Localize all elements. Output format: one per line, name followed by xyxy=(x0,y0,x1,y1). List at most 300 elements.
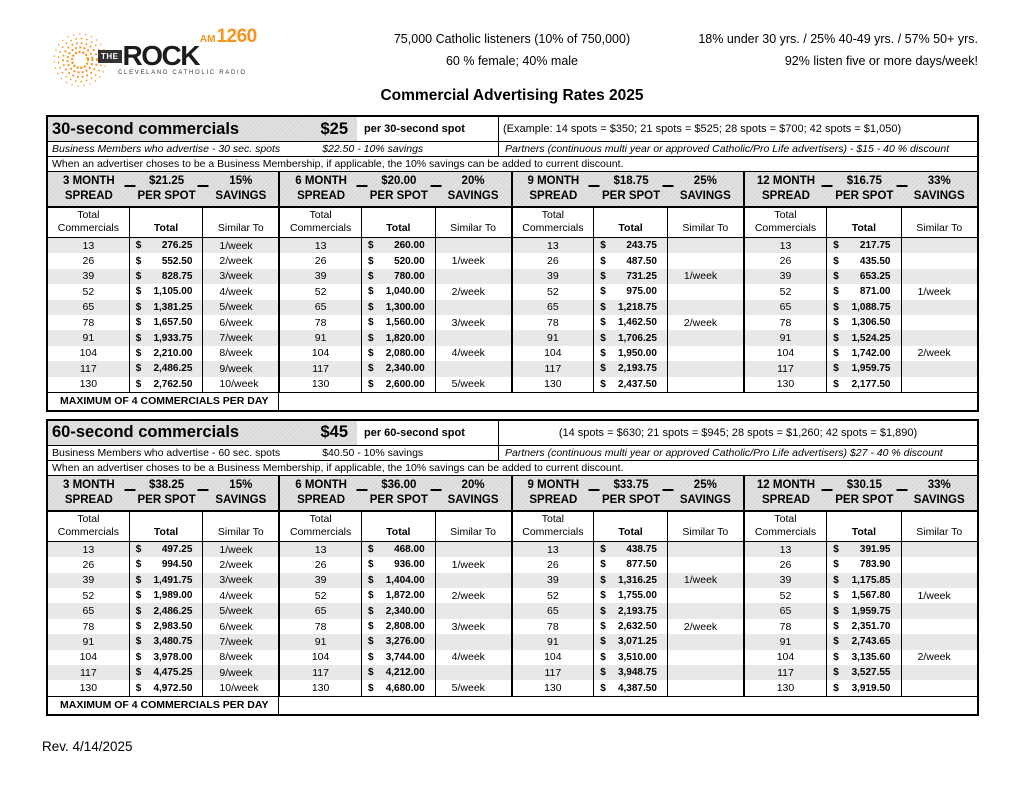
total-cell: $ 4,475.25 xyxy=(130,665,204,680)
similar-to-cell xyxy=(668,557,743,572)
currency-symbol: $ xyxy=(833,667,839,679)
table-row xyxy=(280,315,510,330)
column-headers xyxy=(513,512,743,542)
spread-section xyxy=(280,172,512,392)
col-header-total-commercials: Total Commercials xyxy=(745,208,827,237)
currency-symbol: $ xyxy=(135,636,142,648)
similar-to-cell: 5/week xyxy=(451,378,485,391)
col-header-total: Total xyxy=(130,208,204,237)
currency-symbol: $ xyxy=(367,682,374,694)
spread-header xyxy=(745,476,977,512)
similar-to-cell: 6/week xyxy=(219,620,253,633)
listener-stats xyxy=(317,28,707,72)
currency-symbol: $ xyxy=(135,559,142,571)
total-cell: $ 3,948.75 xyxy=(594,665,668,680)
table-row xyxy=(280,377,510,392)
total-commercials-cell: 117 xyxy=(745,665,827,680)
business-members-savings: $22.50 - 10% savings xyxy=(322,143,424,155)
total-commercials-cell: 13 xyxy=(745,238,827,253)
total-cell: $ 243.75 xyxy=(594,238,668,253)
table-row xyxy=(280,330,510,345)
total-cell: $ 1,404.00 xyxy=(362,573,436,588)
total-commercials-cell: 117 xyxy=(280,665,362,680)
table-row xyxy=(745,588,977,603)
currency-symbol: $ xyxy=(600,363,606,375)
similar-to-cell: 2/week xyxy=(917,651,951,664)
total-commercials-cell: 117 xyxy=(280,361,362,376)
total-commercials-cell: 13 xyxy=(48,238,130,253)
currency-symbol: $ xyxy=(367,301,374,313)
col-header-similar-to: Similar To xyxy=(682,222,729,234)
total-cell: $ 871.00 xyxy=(827,284,901,299)
currency-symbol: $ xyxy=(833,363,839,375)
currency-symbol: $ xyxy=(833,270,839,282)
similar-to-cell: 5/week xyxy=(451,682,485,695)
similar-to-cell xyxy=(902,634,977,649)
total-commercials-cell: 52 xyxy=(280,588,362,603)
currency-symbol: $ xyxy=(367,255,374,267)
spread-per-spot: $36.00 PER SPOT xyxy=(369,478,428,506)
similar-to-cell xyxy=(902,542,977,557)
table-title: 60-second commercials xyxy=(52,423,240,442)
total-cell: $ 276.25 xyxy=(130,238,204,253)
similar-to-cell xyxy=(902,269,977,284)
total-commercials-cell: 65 xyxy=(48,603,130,618)
spread-rows xyxy=(745,238,977,392)
total-cell: $ 3,744.00 xyxy=(362,650,436,665)
total-cell: $ 435.50 xyxy=(827,253,901,268)
currency-symbol: $ xyxy=(367,270,374,282)
total-commercials-cell: 91 xyxy=(745,330,827,345)
similar-to-cell: 1/week xyxy=(219,239,253,252)
total-cell: $ 936.00 xyxy=(362,557,436,572)
spread-per-spot: $38.25 PER SPOT xyxy=(137,478,196,506)
spread-months: 6 MONTH SPREAD xyxy=(295,175,347,202)
table-row xyxy=(48,238,278,253)
total-cell: $ 260.00 xyxy=(362,238,436,253)
total-commercials-cell: 104 xyxy=(280,346,362,361)
total-cell: $ 2,632.50 xyxy=(594,619,668,634)
total-cell: $ 1,381.25 xyxy=(130,300,204,315)
currency-symbol: $ xyxy=(367,317,374,329)
table-row xyxy=(48,573,278,588)
spread-savings: 20% SAVINGS xyxy=(447,478,499,506)
spread-per-spot: $16.75 PER SPOT xyxy=(835,175,894,202)
currency-symbol: $ xyxy=(367,651,374,663)
total-commercials-cell: 65 xyxy=(513,603,595,618)
table-row xyxy=(513,238,743,253)
table-row xyxy=(745,377,977,392)
spread-months: 9 MONTH SPREAD xyxy=(527,175,580,202)
currency-symbol: $ xyxy=(135,544,142,556)
rate-table-60-second xyxy=(46,419,979,716)
similar-to-cell xyxy=(902,330,977,345)
total-commercials-cell: 13 xyxy=(513,238,595,253)
total-cell: $ 1,218.75 xyxy=(594,300,668,315)
total-cell: $ 877.50 xyxy=(594,557,668,572)
table-row xyxy=(745,680,977,695)
spread-header xyxy=(513,476,743,512)
currency-symbol: $ xyxy=(833,651,839,663)
total-commercials-cell: 130 xyxy=(745,377,827,392)
spread-sections xyxy=(48,476,977,696)
currency-symbol: $ xyxy=(600,240,606,252)
total-cell: $ 2,080.00 xyxy=(362,346,436,361)
total-cell: $ 468.00 xyxy=(362,542,436,557)
currency-symbol: $ xyxy=(135,651,142,663)
total-cell: $ 4,680.00 xyxy=(362,680,436,695)
total-cell: $ 2,743.65 xyxy=(827,634,901,649)
total-cell: $ 1,872.00 xyxy=(362,588,436,603)
similar-to-cell xyxy=(902,619,977,634)
currency-symbol: $ xyxy=(600,636,606,648)
spread-header xyxy=(48,172,278,208)
similar-to-cell: 1/week xyxy=(683,574,718,587)
total-cell: $ 552.50 xyxy=(130,253,204,268)
currency-symbol: $ xyxy=(600,255,606,267)
total-commercials-cell: 117 xyxy=(48,361,130,376)
column-headers xyxy=(48,208,278,238)
table-row xyxy=(513,542,743,557)
similar-to-cell: 10/week xyxy=(219,682,259,695)
currency-symbol: $ xyxy=(600,621,606,633)
spread-savings: 25% SAVINGS xyxy=(679,478,731,506)
total-commercials-cell: 78 xyxy=(745,315,827,330)
total-commercials-cell: 26 xyxy=(745,253,827,268)
table-row xyxy=(745,346,977,361)
table-row xyxy=(48,346,278,361)
currency-symbol: $ xyxy=(367,559,374,571)
col-header-total: Total xyxy=(827,208,901,237)
currency-symbol: $ xyxy=(833,574,839,586)
col-header-total-commercials: Total Commercials xyxy=(48,208,130,237)
total-commercials-cell: 78 xyxy=(280,619,362,634)
similar-to-cell: 3/week xyxy=(451,316,485,329)
currency-symbol: $ xyxy=(600,667,606,679)
table-row xyxy=(745,650,977,665)
price-unit-label: per 30-second spot xyxy=(357,117,499,141)
business-members-row xyxy=(48,446,977,461)
table-row xyxy=(513,588,743,603)
spread-rows xyxy=(280,542,510,696)
total-cell: $ 975.00 xyxy=(594,284,668,299)
table-row xyxy=(513,300,743,315)
total-cell: $ 1,175.85 xyxy=(827,573,901,588)
total-commercials-cell: 26 xyxy=(48,557,130,572)
table-row xyxy=(745,361,977,376)
currency-symbol: $ xyxy=(367,332,374,344)
spread-savings: 33% SAVINGS xyxy=(913,175,965,202)
currency-symbol: $ xyxy=(135,621,142,633)
table-row xyxy=(280,557,510,572)
total-commercials-cell: 104 xyxy=(513,650,595,665)
spread-months: 12 MONTH SPREAD xyxy=(756,478,816,506)
spread-months: 12 MONTH SPREAD xyxy=(756,175,816,202)
similar-to-cell xyxy=(436,300,511,315)
table-row xyxy=(513,573,743,588)
membership-note: When an advertiser choses to be a Business Membership, if applicable, the 10% savings can be added to current discount. xyxy=(48,157,977,172)
table-row xyxy=(280,269,510,284)
similar-to-cell xyxy=(668,238,743,253)
total-cell: $ 3,071.25 xyxy=(594,634,668,649)
col-header-total: Total xyxy=(594,512,668,541)
total-commercials-cell: 117 xyxy=(745,361,827,376)
spread-rows xyxy=(513,542,743,696)
similar-to-cell: 2/week xyxy=(683,316,718,329)
currency-symbol: $ xyxy=(833,636,839,648)
col-header-total-commercials: Total Commercials xyxy=(745,512,827,541)
total-commercials-cell: 52 xyxy=(48,588,130,603)
total-commercials-cell: 91 xyxy=(280,330,362,345)
currency-symbol: $ xyxy=(135,240,142,252)
total-cell: $ 2,193.75 xyxy=(594,361,668,376)
table-row xyxy=(280,253,510,268)
total-cell: $ 1,820.00 xyxy=(362,330,436,345)
spread-per-spot: $18.75 PER SPOT xyxy=(601,175,661,202)
total-commercials-cell: 26 xyxy=(280,253,362,268)
currency-symbol: $ xyxy=(135,574,142,586)
spread-savings: 33% SAVINGS xyxy=(913,478,965,506)
similar-to-cell xyxy=(436,238,511,253)
currency-symbol: $ xyxy=(367,621,374,633)
logo-rock: ROCK xyxy=(122,40,199,71)
total-commercials-cell: 91 xyxy=(513,330,595,345)
total-commercials-cell: 130 xyxy=(513,680,595,695)
total-cell: $ 1,567.80 xyxy=(827,588,901,603)
table-row xyxy=(48,680,278,695)
table-row xyxy=(513,557,743,572)
table-row xyxy=(745,269,977,284)
total-commercials-cell: 104 xyxy=(48,650,130,665)
total-cell: $ 2,340.00 xyxy=(362,361,436,376)
listener-stats-line1: 75,000 Catholic listeners (10% of 750,000) xyxy=(393,32,631,46)
similar-to-cell xyxy=(902,377,977,392)
spot-price: $45 xyxy=(320,423,348,442)
similar-to-cell: 1/week xyxy=(219,543,253,556)
spread-section xyxy=(280,476,512,696)
table-row xyxy=(280,588,510,603)
similar-to-cell xyxy=(668,634,743,649)
column-headers xyxy=(513,208,743,238)
currency-symbol: $ xyxy=(833,255,839,267)
table-row xyxy=(745,557,977,572)
total-commercials-cell: 117 xyxy=(48,665,130,680)
table-row xyxy=(48,665,278,680)
spread-sections xyxy=(48,172,977,392)
table-row xyxy=(513,315,743,330)
spread-section xyxy=(513,476,745,696)
total-cell: $ 3,480.75 xyxy=(130,634,204,649)
similar-to-cell: 7/week xyxy=(219,635,253,648)
column-headers xyxy=(745,208,977,238)
business-members-row xyxy=(48,142,977,157)
total-commercials-cell: 78 xyxy=(48,619,130,634)
total-cell: $ 391.95 xyxy=(827,542,901,557)
table-row xyxy=(48,315,278,330)
spread-header xyxy=(280,172,510,208)
currency-symbol: $ xyxy=(600,347,606,359)
total-cell: $ 653.25 xyxy=(827,269,901,284)
total-commercials-cell: 39 xyxy=(745,269,827,284)
spread-months: 6 MONTH SPREAD xyxy=(295,478,347,506)
total-commercials-cell: 104 xyxy=(280,650,362,665)
similar-to-cell: 1/week xyxy=(451,255,485,268)
currency-symbol: $ xyxy=(833,605,839,617)
total-cell: $ 2,983.50 xyxy=(130,619,204,634)
table-row xyxy=(513,650,743,665)
similar-to-cell: 6/week xyxy=(219,316,253,329)
table-row xyxy=(48,377,278,392)
column-headers xyxy=(48,512,278,542)
total-cell: $ 487.50 xyxy=(594,253,668,268)
total-cell: $ 780.00 xyxy=(362,269,436,284)
similar-to-cell xyxy=(902,573,977,588)
total-commercials-cell: 39 xyxy=(48,269,130,284)
currency-symbol: $ xyxy=(833,559,839,571)
total-cell: $ 2,177.50 xyxy=(827,377,901,392)
spot-price: $25 xyxy=(320,119,348,138)
total-commercials-cell: 65 xyxy=(280,300,362,315)
spread-savings: 25% SAVINGS xyxy=(679,175,731,202)
total-cell: $ 497.25 xyxy=(130,542,204,557)
spread-savings: 15% SAVINGS xyxy=(215,478,267,506)
total-commercials-cell: 52 xyxy=(48,284,130,299)
listener-stats-line2: 60 % female; 40% male xyxy=(445,54,578,68)
table-row xyxy=(280,680,510,695)
currency-symbol: $ xyxy=(600,286,606,298)
table-row xyxy=(513,377,743,392)
total-cell: $ 1,742.00 xyxy=(827,346,901,361)
total-cell: $ 3,527.55 xyxy=(827,665,901,680)
table-row xyxy=(48,557,278,572)
business-members-savings: $40.50 - 10% savings xyxy=(322,446,424,459)
spread-section xyxy=(513,172,745,392)
similar-to-cell xyxy=(902,238,977,253)
total-cell: $ 2,600.00 xyxy=(362,377,436,392)
total-commercials-cell: 26 xyxy=(48,253,130,268)
similar-to-cell xyxy=(902,557,977,572)
total-commercials-cell: 52 xyxy=(513,284,595,299)
total-cell: $ 3,978.00 xyxy=(130,650,204,665)
currency-symbol: $ xyxy=(367,636,374,648)
table-row xyxy=(745,238,977,253)
similar-to-cell: 1/week xyxy=(683,270,718,283)
currency-symbol: $ xyxy=(135,301,142,313)
total-cell: $ 2,193.75 xyxy=(594,603,668,618)
similar-to-cell: 5/week xyxy=(219,301,253,314)
col-header-total: Total xyxy=(130,512,204,541)
table-title: 30-second commercials xyxy=(52,119,240,138)
table-row xyxy=(280,346,510,361)
table-row xyxy=(513,665,743,680)
similar-to-cell xyxy=(436,542,511,557)
spread-section xyxy=(745,476,977,696)
total-commercials-cell: 39 xyxy=(280,573,362,588)
total-cell: $ 1,657.50 xyxy=(130,315,204,330)
table-title-row xyxy=(48,421,977,446)
total-cell: $ 4,387.50 xyxy=(594,680,668,695)
currency-symbol: $ xyxy=(135,347,142,359)
maximum-note: MAXIMUM OF 4 COMMERCIALS PER DAY xyxy=(48,697,279,714)
currency-symbol: $ xyxy=(833,544,839,556)
table-row xyxy=(513,680,743,695)
total-cell: $ 1,950.00 xyxy=(594,346,668,361)
table-row xyxy=(48,634,278,649)
total-cell: $ 2,437.50 xyxy=(594,377,668,392)
total-commercials-cell: 26 xyxy=(280,557,362,572)
col-header-similar-to: Similar To xyxy=(916,222,963,234)
total-cell: $ 1,933.75 xyxy=(130,330,204,345)
similar-to-cell: 2/week xyxy=(219,255,253,268)
similar-to-cell xyxy=(902,361,977,376)
table-row xyxy=(513,619,743,634)
table-row xyxy=(280,634,510,649)
maximum-row xyxy=(48,392,977,410)
total-cell: $ 4,212.00 xyxy=(362,665,436,680)
total-commercials-cell: 130 xyxy=(48,377,130,392)
price-unit-label: per 60-second spot xyxy=(357,421,499,445)
revision-date: Rev. 4/14/2025 xyxy=(42,739,133,754)
table-row xyxy=(280,238,510,253)
similar-to-cell: 5/week xyxy=(219,605,253,618)
total-cell: $ 1,088.75 xyxy=(827,300,901,315)
currency-symbol: $ xyxy=(367,667,374,679)
currency-symbol: $ xyxy=(135,590,142,602)
currency-symbol: $ xyxy=(600,559,606,571)
spread-section xyxy=(745,172,977,392)
table-row xyxy=(48,588,278,603)
total-commercials-cell: 104 xyxy=(48,346,130,361)
similar-to-cell xyxy=(436,665,511,680)
table-row xyxy=(48,619,278,634)
similar-to-cell: 9/week xyxy=(219,362,253,375)
similar-to-cell xyxy=(436,634,511,649)
table-row xyxy=(48,284,278,299)
table-row xyxy=(280,619,510,634)
column-headers xyxy=(280,512,510,542)
table-row xyxy=(280,542,510,557)
similar-to-cell: 3/week xyxy=(219,270,253,283)
table-row xyxy=(48,269,278,284)
total-cell: $ 1,306.50 xyxy=(827,315,901,330)
logo-frequency: AM1260 xyxy=(199,26,257,47)
currency-symbol: $ xyxy=(600,682,606,694)
total-commercials-cell: 130 xyxy=(48,680,130,695)
currency-symbol: $ xyxy=(600,574,606,586)
currency-symbol: $ xyxy=(135,605,142,617)
business-members-label: Business Members who advertise - 60 sec. spots xyxy=(52,446,281,459)
total-commercials-cell: 52 xyxy=(745,284,827,299)
total-commercials-cell: 26 xyxy=(513,557,595,572)
total-cell: $ 1,755.00 xyxy=(594,588,668,603)
col-header-total: Total xyxy=(362,512,436,541)
table-row xyxy=(513,253,743,268)
total-cell: $ 3,919.50 xyxy=(827,680,901,695)
currency-symbol: $ xyxy=(135,317,142,329)
total-cell: $ 731.25 xyxy=(594,269,668,284)
similar-to-cell: 1/week xyxy=(451,558,485,571)
currency-symbol: $ xyxy=(367,378,374,390)
similar-to-cell xyxy=(668,300,743,315)
total-commercials-cell: 26 xyxy=(745,557,827,572)
similar-to-cell xyxy=(902,665,977,680)
similar-to-cell xyxy=(668,588,743,603)
maximum-note: MAXIMUM OF 4 COMMERCIALS PER DAY xyxy=(48,393,279,410)
similar-to-cell xyxy=(902,300,977,315)
total-cell: $ 438.75 xyxy=(594,542,668,557)
currency-symbol: $ xyxy=(135,682,142,694)
table-row xyxy=(48,253,278,268)
